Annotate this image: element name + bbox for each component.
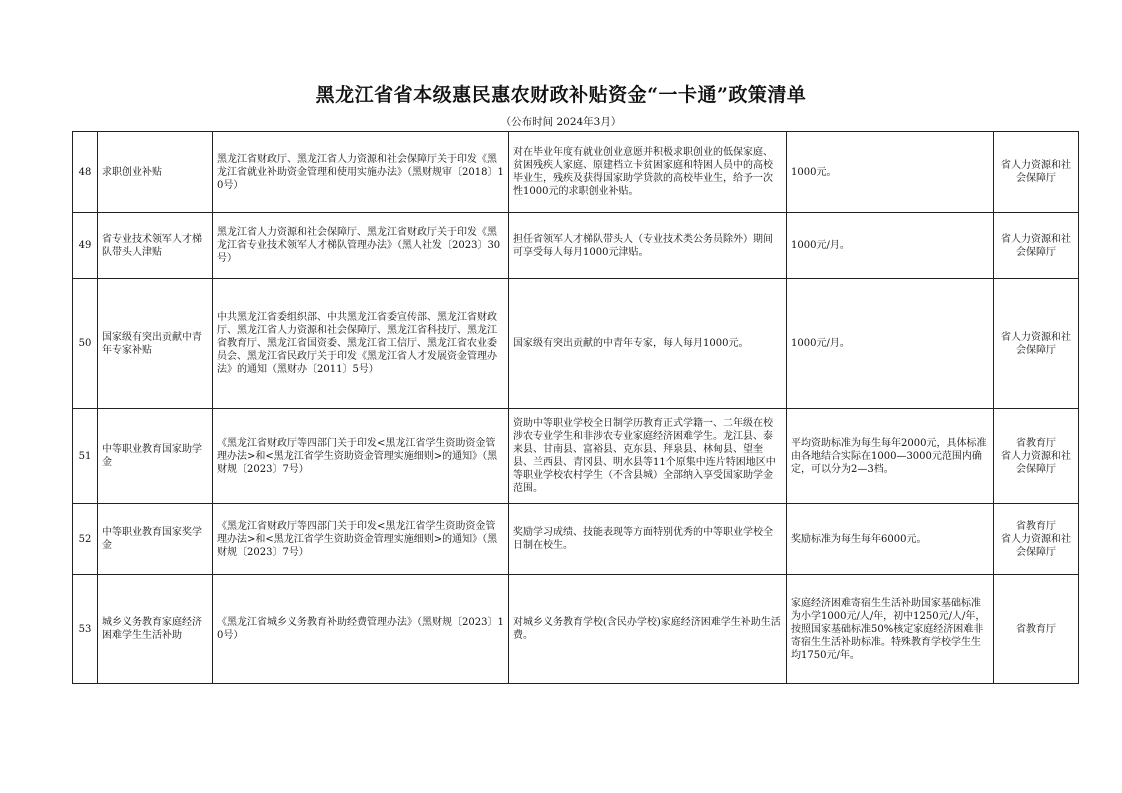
responsible-department: 省人力资源和社会保障厅 bbox=[994, 213, 1079, 279]
subsidy-target: 对在毕业年度有就业创业意愿并积极求职创业的低保家庭、贫困残疾人家庭、原建档立卡贫困家庭和特困人员中的高校毕业生，残疾及获得国家助学贷款的高校毕业生，给予一次性1000元的求职创业补贴。 bbox=[509, 132, 787, 213]
subsidy-standard: 1000元。 bbox=[787, 132, 994, 213]
subsidy-name: 中等职业教育国家奖学金 bbox=[98, 504, 213, 575]
subsidy-target: 对城乡义务教育学校(含民办学校)家庭经济困难学生补助生活费。 bbox=[509, 575, 787, 684]
row-number: 50 bbox=[73, 279, 98, 409]
publish-date: （公布时间 2024年3月） bbox=[500, 116, 622, 128]
policy-basis: 黑龙江省人力资源和社会保障厅、黑龙江省财政厅关于印发《黑龙江省专业技术领军人才梯队管理办法》（黑人社发〔2023〕30号） bbox=[213, 213, 509, 279]
subsidy-name: 求职创业补贴 bbox=[98, 132, 213, 213]
subsidy-target: 奖励学习成绩、技能表现等方面特别优秀的中等职业学校全日制在校生。 bbox=[509, 504, 787, 575]
policy-table bbox=[72, 131, 1079, 684]
responsible-department: 省教育厅 bbox=[994, 575, 1079, 684]
table-row bbox=[73, 213, 1079, 279]
row-number: 53 bbox=[73, 575, 98, 684]
table-row bbox=[73, 279, 1079, 409]
policy-basis: 《黑龙江省财政厅等四部门关于印发<黑龙江省学生资助资金管理办法>和<黑龙江省学生资助资金管理实施细则>的通知》（黑财规〔2023〕7号） bbox=[213, 504, 509, 575]
subsidy-standard: 1000元/月。 bbox=[787, 213, 994, 279]
subsidy-standard: 平均资助标准为每生每年2000元，具体标准由各地结合实际在1000—3000元范围内确定，可以分为2—3档。 bbox=[787, 409, 994, 504]
subsidy-standard: 家庭经济困难寄宿生生活补助国家基础标准为小学1000元/人/年，初中1250元/人/年，按照国家基础标准50%核定家庭经济困难非寄宿生生活补助标准。特殊教育学校学生生均1750元/年。 bbox=[787, 575, 994, 684]
subsidy-standard: 奖励标准为每生每年6000元。 bbox=[787, 504, 994, 575]
subsidy-name: 国家级有突出贡献中青年专家补贴 bbox=[98, 279, 213, 409]
policy-basis: 中共黑龙江省委组织部、中共黑龙江省委宣传部、黑龙江省财政厅、黑龙江省人力资源和社会保障厅、黑龙江省科技厅、黑龙江省教育厅、黑龙江省国资委、黑龙江省工信厅、黑龙江省农业委员会、黑龙江省民政厅关于印发《黑龙江省人才发展资金管理办法》的通知（黑财办〔2011〕5号） bbox=[213, 279, 509, 409]
subsidy-name: 省专业技术领军人才梯队带头人津贴 bbox=[98, 213, 213, 279]
table-row bbox=[73, 409, 1079, 504]
subsidy-target: 担任省领军人才梯队带头人（专业技术类公务员除外）期间可享受每人每月1000元津贴。 bbox=[509, 213, 787, 279]
policy-basis: 《黑龙江省财政厅等四部门关于印发<黑龙江省学生资助资金管理办法>和<黑龙江省学生资助资金管理实施细则>的通知》（黑财规〔2023〕7号） bbox=[213, 409, 509, 504]
subsidy-name: 城乡义务教育家庭经济困难学生生活补助 bbox=[98, 575, 213, 684]
responsible-department: 省教育厅 省人力资源和社会保障厅 bbox=[994, 504, 1079, 575]
responsible-department: 省人力资源和社会保障厅 bbox=[994, 279, 1079, 409]
responsible-department: 省人力资源和社会保障厅 bbox=[994, 132, 1079, 213]
policy-basis: 黑龙江省财政厅、黑龙江省人力资源和社会保障厅关于印发《黑龙江省就业补助资金管理和使用实施办法》（黑财规审〔2018〕10号） bbox=[213, 132, 509, 213]
responsible-department: 省教育厅 省人力资源和社会保障厅 bbox=[994, 409, 1079, 504]
table-row bbox=[73, 504, 1079, 575]
policy-basis: 《黑龙江省城乡义务教育补助经费管理办法》（黑财规〔2023〕10号） bbox=[213, 575, 509, 684]
row-number: 52 bbox=[73, 504, 98, 575]
row-number: 51 bbox=[73, 409, 98, 504]
table-row bbox=[73, 132, 1079, 213]
subsidy-name: 中等职业教育国家助学金 bbox=[98, 409, 213, 504]
page-title: 黑龙江省省本级惠民惠农财政补贴资金“一卡通”政策清单 bbox=[315, 84, 807, 106]
subsidy-standard: 1000元/月。 bbox=[787, 279, 994, 409]
table-row bbox=[73, 575, 1079, 684]
subsidy-target: 资助中等职业学校全日制学历教育正式学籍一、二年级在校涉农专业学生和非涉农专业家庭经济困难学生。龙江县、泰来县、甘南县、富裕县、克东县、拜泉县、林甸县、望奎县、兰西县、青冈县、明水县等11个原集中连片特困地区中等职业学校农村学生（不含县城）全部纳入享受国家助学金范围。 bbox=[509, 409, 787, 504]
subsidy-target: 国家级有突出贡献的中青年专家，每人每月1000元。 bbox=[509, 279, 787, 409]
row-number: 49 bbox=[73, 213, 98, 279]
row-number: 48 bbox=[73, 132, 98, 213]
